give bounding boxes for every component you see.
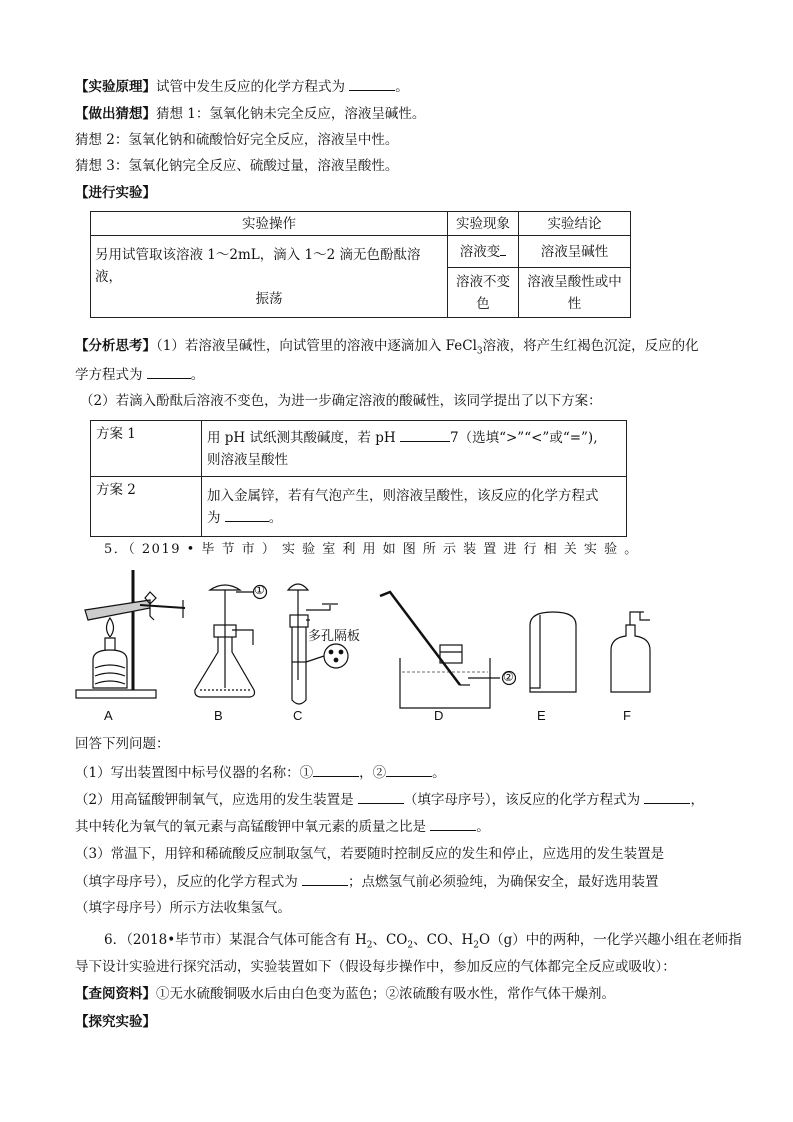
subscript: 3 xyxy=(476,346,483,357)
info-text: ①无水硫酸铜吸水后由白色变为蓝色；②浓硫酸有吸水性，常作气体干燥剂。 xyxy=(156,986,615,1002)
apparatus-c xyxy=(288,584,348,704)
phenomenon-1-text: 溶液变 xyxy=(459,243,501,260)
q6-text-d: O（g）中的两种，一化学兴趣小组在老师指 xyxy=(479,932,742,948)
analysis-label: 【分析思考】 xyxy=(75,338,156,354)
q5-sub-3-b: （填字母序号），反应的化学方程式为 xyxy=(75,874,303,890)
principle-label: 【实验原理】 xyxy=(75,79,156,95)
q5-sub-3-c: ；点燃氢气前必须验纯，为确保安全，最好选用装置 xyxy=(348,874,659,890)
q5-sub-3: （3）常温下，用锌和稀硫酸反应制取氢气，若要随时控制反应的发生和停止，应选用的发生装置是 xyxy=(75,846,665,862)
answer-prompt: 回答下列问题： xyxy=(75,736,170,752)
analysis-text-b: 溶液，将产生红褐色沉淀，反应的化 xyxy=(482,338,699,354)
q5-sub-2-cont xyxy=(75,816,490,837)
header-conclusion: 实验结论 xyxy=(519,212,631,236)
header-operation: 实验操作 xyxy=(91,212,448,236)
blank xyxy=(302,871,348,886)
q5-sub-2-d: 其中转化为氧气的氧元素与高锰酸钾中氧元素的质量之比是 xyxy=(75,819,431,835)
apparatus-a xyxy=(76,570,185,698)
apparatus-d xyxy=(380,592,516,708)
q5-sub-2-b: （填字母序号），该反应的化学方程式为 xyxy=(403,792,645,808)
q6-info xyxy=(75,984,615,1004)
subscript: 2 xyxy=(407,940,414,951)
guess-3: 猜想 3：氢氧化钠完全反应、硫酸过量，溶液呈酸性。 xyxy=(75,158,399,174)
period: 。 xyxy=(432,765,446,781)
period: 。 xyxy=(190,367,205,383)
analysis-line-3: （2）若滴入酚酞后溶液不变色，为进一步确定溶液的酸碱性，该同学提出了以下方案： xyxy=(80,393,602,409)
comma: ， xyxy=(690,792,704,808)
label-a: A xyxy=(104,708,113,723)
guess-2: 猜想 2：氢氧化钠和硫酸恰好完全反应，溶液呈中性。 xyxy=(75,132,399,148)
guess-1-text: 猜想 1：氢氧化钠未完全反应，溶液呈碱性。 xyxy=(156,106,426,122)
plan-2-text-b: 为 xyxy=(207,509,225,526)
header-phenomenon: 实验现象 xyxy=(448,212,519,236)
q6-line-2: 导下设计实验进行探究活动，实验装置如下（假设每步操作中，参加反应的气体都完全反应或吸收）： xyxy=(75,959,676,975)
q5-title: 5．（ 2019 • 毕 节 市 ） 实 验 室 利 用 如 图 所 示 装 置 进 行 相 关 实 验 。 xyxy=(104,542,639,557)
q6-line-1 xyxy=(104,930,742,956)
q5-sub-1-b: ，② xyxy=(359,765,387,781)
blank xyxy=(386,762,432,777)
circle-label-1: ① xyxy=(254,583,265,597)
subscript: 2 xyxy=(366,940,373,951)
label-e: E xyxy=(537,708,546,723)
period: 。 xyxy=(268,509,283,526)
blank xyxy=(358,789,404,804)
period: 。 xyxy=(395,79,409,95)
conclusion-2-line-2: 性 xyxy=(567,295,582,312)
analysis-text-c: 学方程式为 xyxy=(75,367,147,383)
experiment-label: 【进行实验】 xyxy=(75,185,156,201)
q6-text-b: 、CO xyxy=(372,932,408,948)
plan-1-text-c: 则溶液呈酸性 xyxy=(207,451,288,468)
q5-sub-2-a: （2）用高锰酸钾制氧气，应选用的发生装置是 xyxy=(75,792,358,808)
label-d: D xyxy=(434,708,444,723)
q6-text-a: 6．（2018•毕节市）某混合气体可能含有 H xyxy=(104,932,367,948)
circle-label-2: ② xyxy=(503,670,514,684)
explore-label: 【探究实验】 xyxy=(75,1014,156,1030)
blank xyxy=(644,789,690,804)
apparatus-f xyxy=(611,612,650,692)
porous-plate-label: 多孔隔板 xyxy=(308,629,361,644)
plan-1-name: 方案 1 xyxy=(91,421,202,477)
apparatus-e xyxy=(530,612,576,692)
conclusion-1: 溶液呈碱性 xyxy=(519,236,631,268)
q6-text-c: 、CO、H xyxy=(413,932,474,948)
conclusion-2-line-1: 溶液呈酸性或中 xyxy=(527,273,622,290)
plan-2-text-a: 加入金属锌，若有气泡产生，则溶液呈酸性，该反应的化学方程式 xyxy=(207,487,599,504)
q5-sub-3-end: （填字母序号）所示方法收集氢气。 xyxy=(75,900,291,916)
guess-label: 【做出猜想】 xyxy=(75,106,156,122)
label-f: F xyxy=(623,708,631,723)
period: 。 xyxy=(476,819,490,835)
plan-1-text-b: 7（选填“>”“<”或“=”), xyxy=(450,429,598,446)
q5-sub-1-a: （1）写出装置图中标号仪器的名称：① xyxy=(75,765,314,781)
operation-line-2: 振荡 xyxy=(255,290,283,307)
phenomenon-2-line-1: 溶液不变 xyxy=(456,273,510,290)
blank xyxy=(313,762,359,777)
analysis-text-a: （1）若溶液呈碱性，向试管里的溶液中逐滴加入 FeCl xyxy=(156,338,477,354)
label-c: C xyxy=(293,708,303,723)
apparatus-b xyxy=(195,585,267,697)
q5-sub-1 xyxy=(75,762,446,783)
q5-sub-3-cont xyxy=(75,871,659,892)
subscript: 2 xyxy=(473,940,480,951)
blank xyxy=(430,816,476,831)
q5-sub-2 xyxy=(75,789,704,810)
plan-2-name: 方案 2 xyxy=(91,477,202,537)
info-label: 【查阅资料】 xyxy=(75,986,156,1002)
operation-line-1: 另用试管取该溶液 1～2mL，滴入 1～2 滴无色酚酞溶液， xyxy=(95,246,421,285)
plan-1-text-a: 用 pH 试纸测其酸碱度，若 pH xyxy=(207,429,400,446)
principle-text: 试管中发生反应的化学方程式为 xyxy=(156,79,350,95)
label-b: B xyxy=(214,708,223,723)
phenomenon-2-line-2: 色 xyxy=(476,295,490,312)
